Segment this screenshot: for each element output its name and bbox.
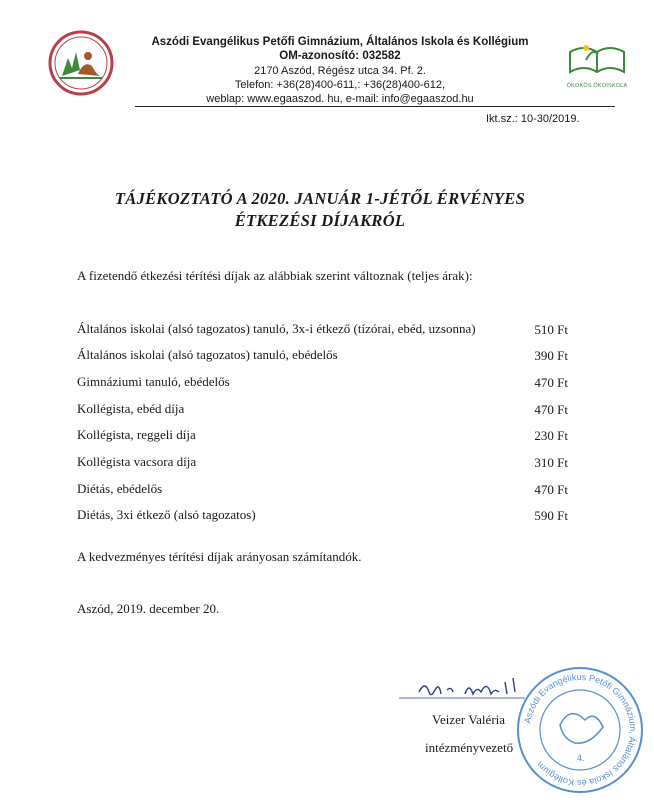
header-divider	[135, 106, 615, 107]
discount-note: A kedvezményes térítési díjak arányosan számítandók.	[77, 549, 362, 564]
fee-label: Kollégista vacsora díja	[77, 454, 197, 469]
fee-price: 470 Ft	[534, 402, 568, 417]
intro-text: A fizetendő étkezési térítési díjak az alábbiak szerint változnak (teljes árak):	[77, 268, 473, 283]
fee-price: 470 Ft	[534, 482, 568, 497]
fee-label: Diétás, 3xi étkező (alsó tagozatos)	[77, 507, 256, 522]
eco-school-caption: ÖKOKÖS ÖKOISKOLA	[566, 83, 628, 89]
fee-label: Kollégista, ebéd díja	[77, 401, 185, 416]
signature	[395, 672, 535, 706]
fee-price: 390 Ft	[534, 348, 568, 363]
official-stamp	[515, 665, 645, 795]
fee-price: 510 Ft	[534, 322, 568, 337]
web-email: weblap: www.egaaszod. hu, e-mail: info@egaaszod.hu	[206, 93, 474, 105]
fee-label: Kollégista, reggeli díja	[77, 427, 196, 442]
fee-price: 230 Ft	[534, 428, 568, 443]
stamp-text: Aszódi Evangélikus Petőfi Gimnázium, Általános Iskola és Kollégium	[522, 671, 639, 789]
school-logo	[48, 30, 114, 96]
fee-label: Diétás, ebédelős	[77, 481, 163, 496]
stamp-number: 4.	[577, 753, 585, 763]
fee-label: Általános iskolai (alsó tagozatos) tanuló, ebédelős	[77, 347, 338, 362]
om-id: OM-azonosító: 032582	[279, 50, 401, 62]
institution-name: Aszódi Evangélikus Petőfi Gimnázium, Általános Iskola és Kollégium	[151, 36, 529, 48]
signer-title: intézményvezető	[425, 740, 514, 755]
fee-price: 310 Ft	[534, 455, 568, 470]
fee-label: Általános iskolai (alsó tagozatos) tanuló, 3x-i étkező (tízórai, ebéd, uzsonna)	[77, 321, 476, 336]
eco-school-logo	[562, 38, 632, 88]
file-number: Ikt.sz.: 10-30/2019.	[486, 113, 580, 125]
address: 2170 Aszód, Régész utca 34. Pf. 2.	[254, 65, 426, 77]
fee-price: 470 Ft	[534, 375, 568, 390]
document-title-line1: TÁJÉKOZTATÓ A 2020. JANUÁR 1-JÉTŐL ÉRVÉNYES	[114, 189, 526, 208]
fee-price: 590 Ft	[534, 508, 568, 523]
fee-label: Gimnáziumi tanuló, ebédelős	[77, 374, 230, 389]
document-title-line2: ÉTKEZÉSI DÍJAKRÓL	[234, 211, 406, 230]
place-date: Aszód, 2019. december 20.	[77, 601, 220, 616]
phone: Telefon: +36(28)400-611,: +36(28)400-612,	[234, 79, 446, 91]
signer-name: Veizer Valéria	[432, 712, 506, 727]
